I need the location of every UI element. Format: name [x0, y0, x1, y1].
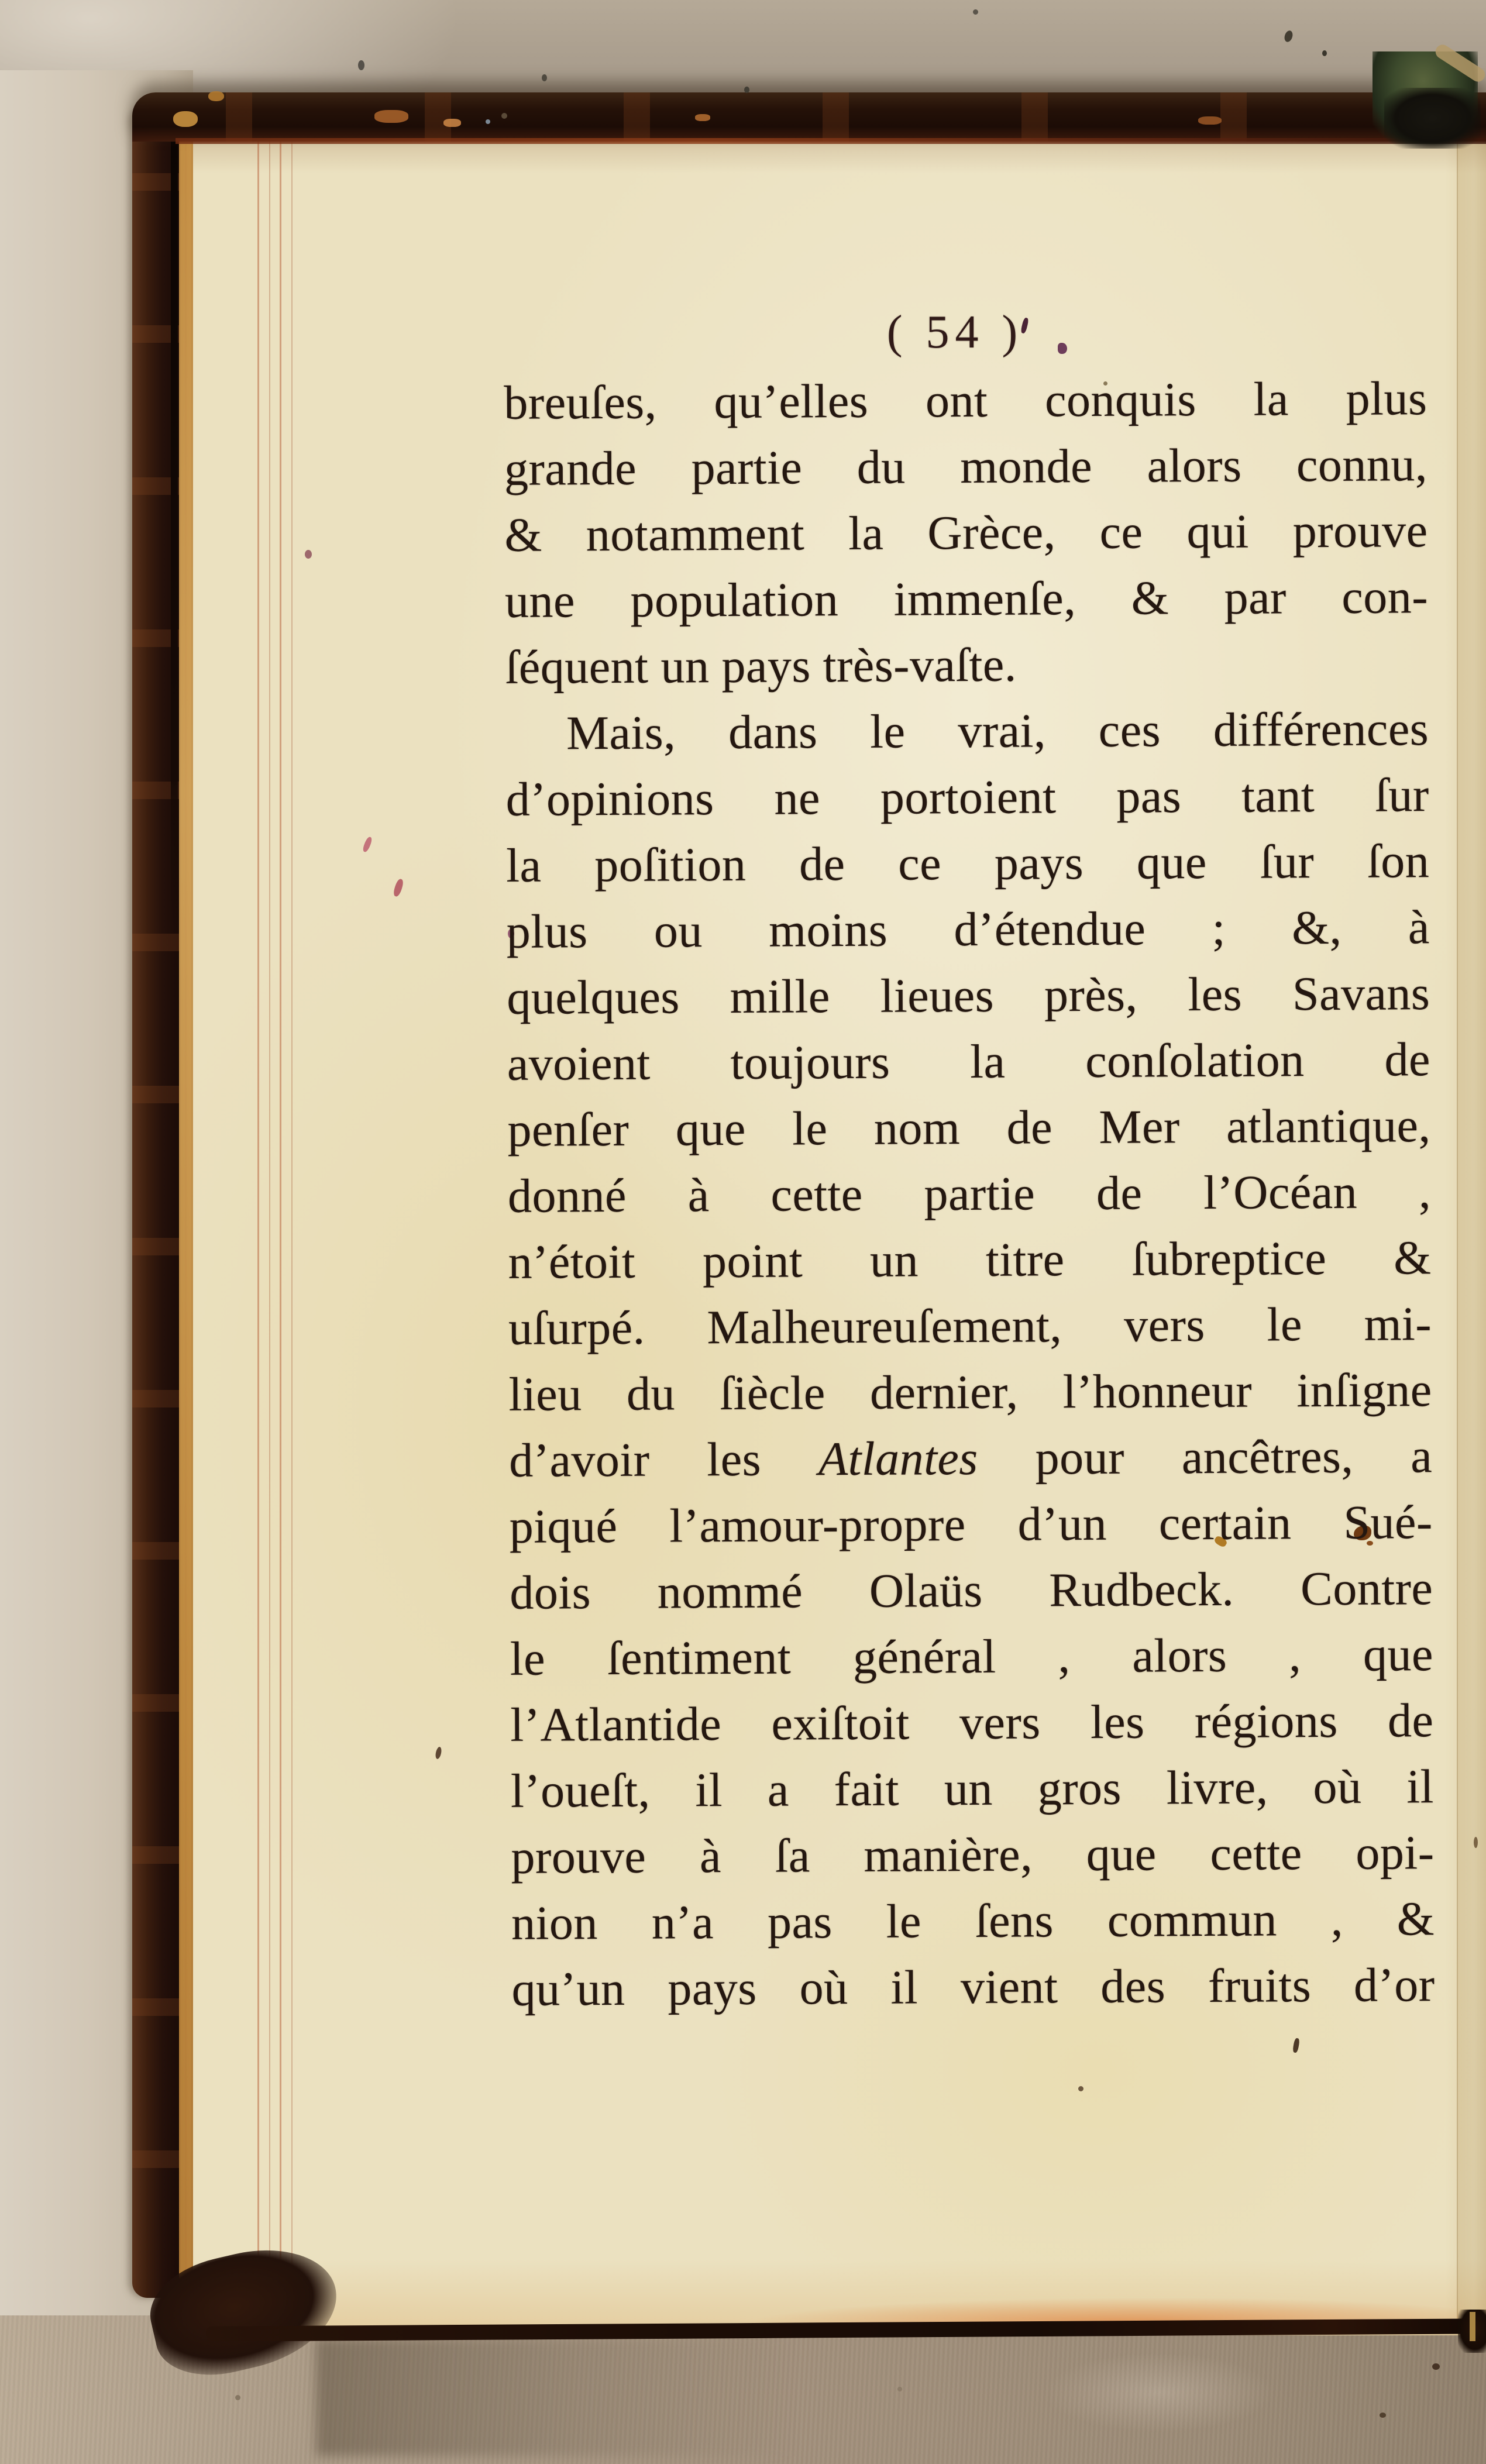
page-edge-hairlines [257, 140, 298, 2322]
text-line: grande partie du monde alors connu, [504, 438, 1428, 495]
book-spine-groove [171, 117, 178, 936]
leather-fleck [173, 111, 198, 127]
top-corner-stain-dark [1384, 88, 1481, 149]
text-line: l’Atlantide exiſtoit vers les régions de [510, 1694, 1434, 1751]
dust-speck [1322, 50, 1327, 56]
book-top-edge [132, 92, 1486, 142]
text-line: l’oueſt, il a fait un gros livre, où il [510, 1760, 1435, 1818]
book-top-edge-rim [176, 138, 1486, 144]
page-number: ( 54 ) [886, 307, 1024, 358]
text-line: quelques mille lieues près, les Savans [507, 966, 1430, 1024]
leather-fleck [443, 119, 461, 127]
dust-speck [973, 9, 978, 15]
text-line: d’opinions ne portoient pas tant ſur [505, 768, 1429, 826]
text-line: plus ou moins d’étendue ; &, à [506, 900, 1430, 958]
leather-fleck [374, 110, 408, 123]
text-line: n’étoit point un titre ſubreptice & [508, 1231, 1432, 1289]
text-line: prouve à ſa manière, que cette opi- [511, 1826, 1435, 1884]
text-line: uſurpé. Malheureuſement, vers le mi- [508, 1297, 1432, 1355]
text-line: Mais, dans le vrai, ces différences [566, 702, 1429, 760]
dust-speck [501, 113, 507, 119]
text-line: donné à cette partie de l’Océan , [507, 1165, 1432, 1223]
dust-speck [542, 74, 547, 81]
dust-speck [358, 60, 364, 70]
table-speck [1432, 2363, 1440, 2370]
red-page-speck [305, 550, 312, 559]
bottom-right-gilt [1470, 2312, 1475, 2341]
table-speck [235, 2395, 240, 2400]
italic-word: Atlantes [818, 1431, 978, 1486]
text-line: avoient toujours la conſolation de [507, 1033, 1431, 1090]
table-speck [897, 2387, 902, 2391]
page-text [504, 365, 1435, 2022]
text-line: une population immenſe, & par con- [504, 570, 1429, 628]
page-block-edge-gilt [179, 132, 194, 2333]
table-speck [1380, 2413, 1386, 2418]
text-line: penſer que le nom de Mer atlantique, [507, 1099, 1431, 1157]
text-line: qu’un pays où il vient des fruits d’or [511, 1958, 1435, 2016]
leather-fleck [1198, 116, 1222, 125]
text-line: ſéquent un pays très-vaſte. [505, 638, 1017, 694]
page-dot [1078, 2086, 1083, 2091]
page-edge-mark [1474, 1837, 1478, 1848]
leather-fleck [486, 119, 490, 124]
dust-speck [744, 87, 749, 93]
leather-fleck [695, 114, 710, 121]
text-line: d’avoir les Atlantes pour ancêtres, a [508, 1429, 1433, 1487]
text-line: dois nommé Olaüs Rudbeck. Contre [510, 1561, 1433, 1619]
text-line: & notamment la Grèce, ce qui prouve [504, 504, 1428, 562]
text-line: lieu du ſiècle dernier, l’honneur inſigne [508, 1363, 1432, 1421]
text-line: le ſentiment général , alors , que [510, 1627, 1434, 1685]
leather-fleck [208, 91, 224, 101]
text-line: nion n’a pas le ſens commun , & [511, 1892, 1435, 1950]
book-cast-shadow [316, 2339, 796, 2456]
text-line: breuſes, qu’elles ont conquis la plus [504, 371, 1427, 429]
text-line: la poſition de ce pays que ſur ſon [506, 834, 1430, 892]
text-line: piqué l’amour-propre d’un certain Sué- [509, 1495, 1433, 1553]
page-right-crease [1457, 136, 1486, 2324]
